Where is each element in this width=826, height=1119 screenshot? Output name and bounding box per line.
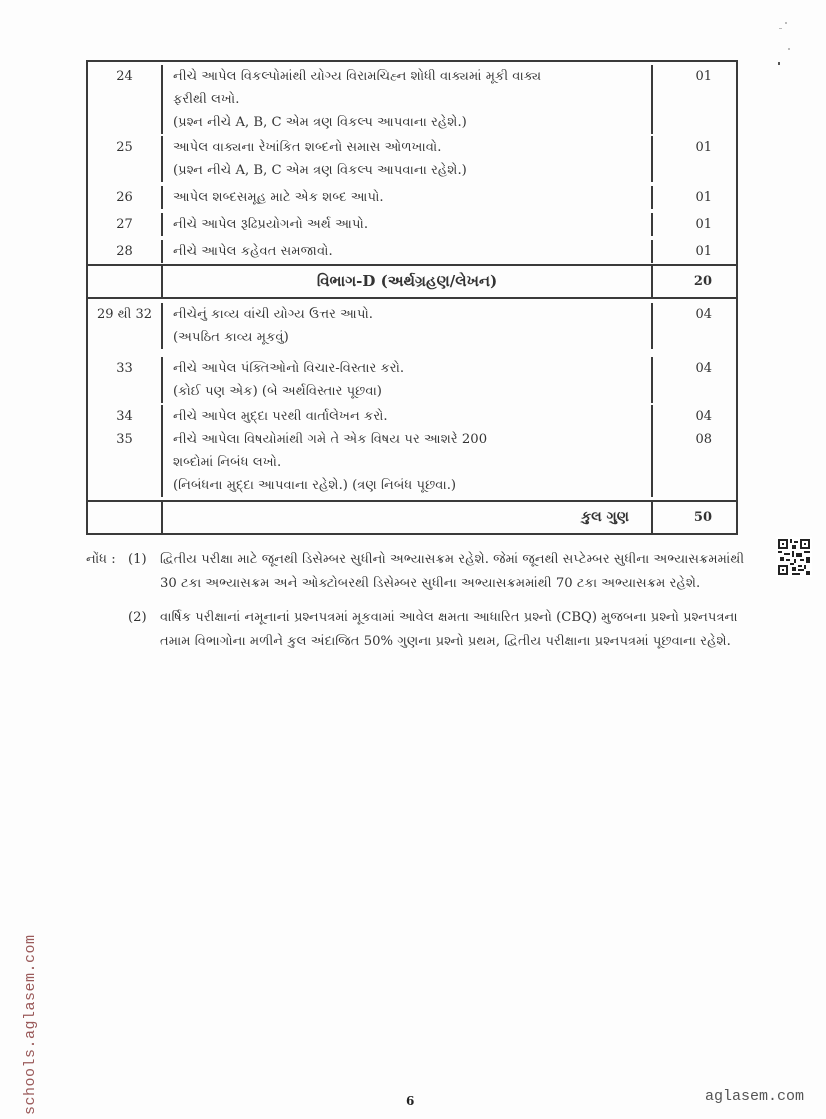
question-marks: 04 — [695, 361, 712, 376]
scan-artifact — [778, 62, 780, 65]
table-row-q27 — [88, 209, 736, 236]
total-marks: 50 — [693, 510, 712, 525]
scan-artifact — [785, 22, 787, 24]
question-marks: 01 — [695, 69, 712, 84]
notes-section — [86, 548, 746, 654]
table-row-q28 — [88, 236, 736, 264]
note-number: (2) — [128, 610, 147, 625]
section-d-marks: 20 — [693, 274, 712, 289]
question-marks: 01 — [695, 190, 712, 205]
question-marks: 08 — [695, 432, 712, 447]
question-number: 34 — [88, 405, 163, 428]
section-d-header-row — [88, 264, 736, 297]
question-number: 35 — [88, 428, 163, 497]
bottom-watermark: aglasem.com — [704, 1088, 804, 1105]
page-number: 6 — [406, 1094, 415, 1108]
question-number: 29 થી 32 — [88, 303, 163, 349]
table-row-q34 — [88, 403, 736, 428]
note-1 — [86, 548, 746, 596]
question-number: 33 — [88, 357, 163, 403]
question-table — [86, 60, 738, 535]
table-row-q29-32 — [88, 297, 736, 349]
note-text: વાર્ષિક પરીક્ષાનાં નમૂનાનાં પ્રશ્નપત્રમાં મૂકવામાં આવેલ ક્ષમતા આધારિત પ્રશ્નો (CBQ) મુજબના પ્રશ્નો પ્રશ્નપત્રના તમામ વિભાગોના મળીને કુલ અંદાજિત 50% ગુણના પ્રશ્નો પ્રથમ, દ્વિતીય પરીક્ષાના પ્રશ્નપત્રમાં પૂછવાના રહેશે. — [160, 610, 738, 649]
question-text: નીચે આપેલ કહેવત સમજાવો. — [163, 240, 653, 263]
question-marks: 01 — [695, 244, 712, 259]
question-text: નીચે આપેલ મુદ્દા પરથી વાર્તાલેખન કરો. — [163, 405, 653, 428]
side-watermark: schools.aglasem.com — [22, 934, 39, 1115]
table-row-q24 — [88, 62, 736, 136]
question-text: નીચેનું કાવ્ય વાંચી યોગ્ય ઉત્તર આપો. (અપઠિત કાવ્ય મૂકવું) — [163, 303, 653, 349]
table-row-q35 — [88, 428, 736, 500]
question-marks: 04 — [695, 307, 712, 322]
qr-code-icon — [776, 537, 812, 577]
question-marks: 04 — [695, 409, 712, 424]
section-d-title: વિભાગ-D (અર્થગ્રહણ/લેખન) — [163, 266, 653, 297]
scan-artifact — [779, 28, 782, 29]
scan-artifact — [788, 48, 790, 50]
question-marks: 01 — [695, 140, 712, 155]
question-text: નીચે આપેલ પંક્તિઓનો વિચાર-વિસ્તાર કરો. (કોઈ પણ એક) (બે અર્થવિસ્તાર પૂછવા) — [163, 357, 653, 403]
question-text: નીચે આપેલ રૂઢિપ્રયોગનો અર્થ આપો. — [163, 213, 653, 236]
table-row-q33 — [88, 349, 736, 403]
note-text: દ્વિતીય પરીક્ષા માટે જૂનથી ડિસેમ્બર સુધીનો અભ્યાસક્રમ રહેશે. જેમાં જૂનથી સપ્ટેમ્બર સુધીના અભ્યાસક્રમમાંથી 30 ટકા અભ્યાસક્રમ અને ઓક્ટોબરથી ડિસેમ્બર સુધીના અભ્યાસક્રમમાંથી 70 ટકા અભ્યાસક્રમ રહેશે. — [160, 552, 745, 591]
question-number: 27 — [88, 213, 163, 236]
question-number: 28 — [88, 240, 163, 263]
question-number: 25 — [88, 136, 163, 182]
total-row — [88, 500, 736, 533]
table-row-q26 — [88, 182, 736, 209]
question-text: નીચે આપેલ વિકલ્પોમાંથી યોગ્ય વિરામચિહ્ન શોધી વાક્યમાં મૂકી વાક્ય ફરીથી લખો. (પ્રશ્ન નીચે A, B, C એમ ત્રણ વિકલ્પ આપવાના રહેશે.) — [163, 65, 653, 134]
notes-label: નોંધ : — [86, 552, 116, 567]
total-label: કુલ ગુણ — [163, 502, 653, 533]
question-text: નીચે આપેલા વિષયોમાંથી ગમે તે એક વિષય પર આશરે 200 શબ્દોમાં નિબંધ લખો. (નિબંધના મુદ્દા આપવાના રહેશે.) (ત્રણ નિબંધ પૂછવા.) — [163, 428, 653, 497]
question-text: આપેલ શબ્દસમૂહ માટે એક શબ્દ આપો. — [163, 186, 653, 209]
table-row-q25 — [88, 136, 736, 182]
note-2 — [86, 606, 746, 654]
question-number: 26 — [88, 186, 163, 209]
question-marks: 01 — [695, 217, 712, 232]
question-text: આપેલ વાક્યના રેખાંકિત શબ્દનો સમાસ ઓળખાવો. (પ્રશ્ન નીચે A, B, C એમ ત્રણ વિકલ્પ આપવાના રહેશે.) — [163, 136, 653, 182]
question-number: 24 — [88, 65, 163, 134]
note-number: (1) — [128, 552, 147, 567]
